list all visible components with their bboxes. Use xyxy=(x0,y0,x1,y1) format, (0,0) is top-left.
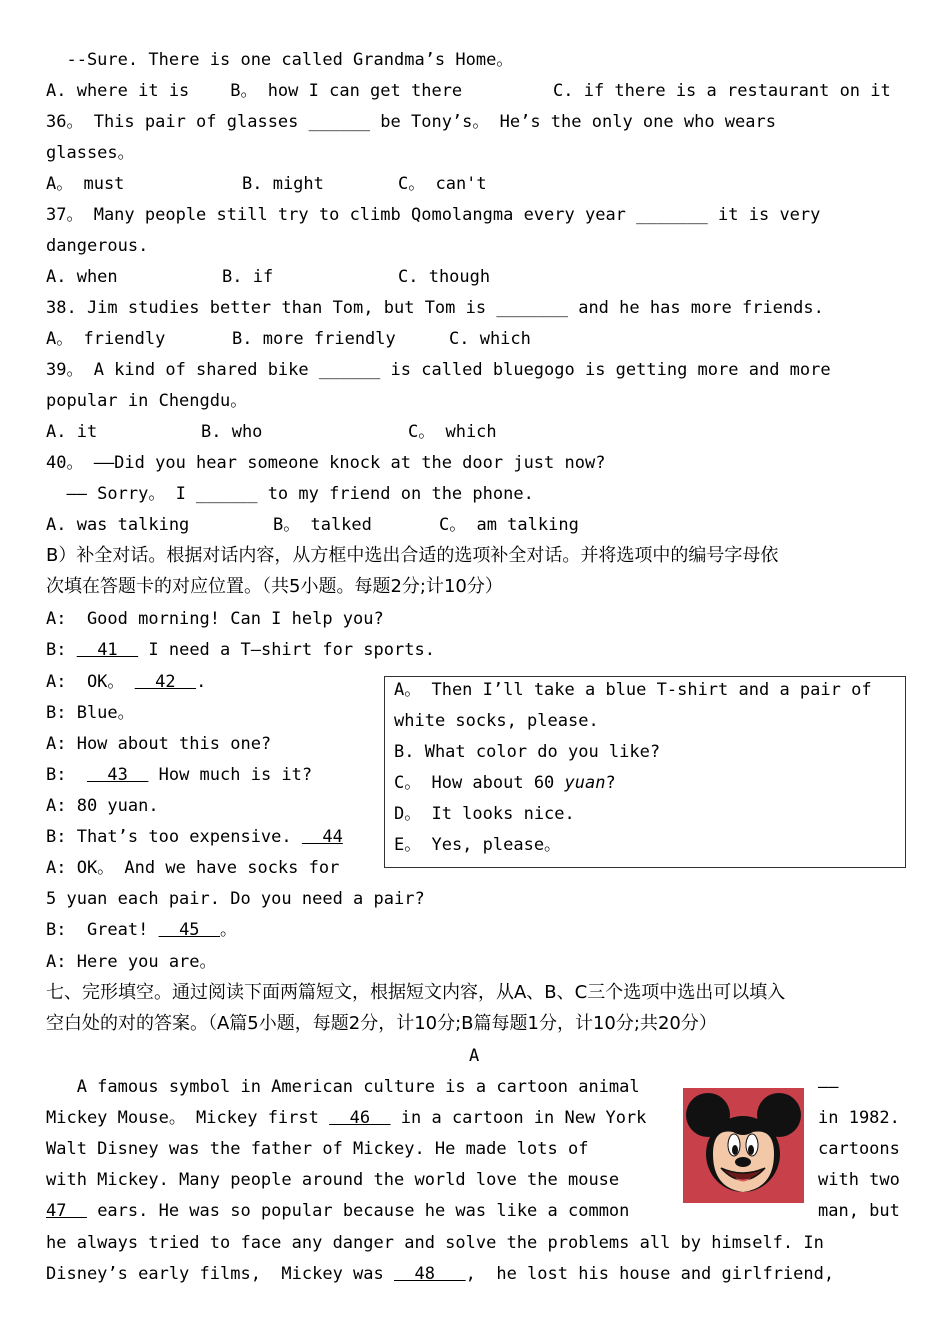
dialog-line: A: Here you are。 xyxy=(46,952,217,972)
dialog-line: A: OK。 42 . xyxy=(46,672,207,692)
dialog-line: B: 41 I need a T—shirt for sports. xyxy=(46,640,435,660)
q40-stem: 40。 ——Did you hear someone knock at the door just now? xyxy=(46,453,606,473)
dialog-line: A: How about this one? xyxy=(46,734,272,754)
q39-option-c: C。 which xyxy=(408,422,497,442)
q39-option-b: B. who xyxy=(201,422,263,442)
option-a: A。 Then I’ll take a blue T-shirt and a pair of xyxy=(394,680,872,700)
q37-option-a: A. when xyxy=(46,267,118,287)
q35-option-c: C. if there is a restaurant on it xyxy=(553,81,891,101)
q40-option-a: A. was talking xyxy=(46,515,190,535)
section-b-instructions: B）补全对话。根据对话内容，从方框中选出合适的选项补全对话。并将选项中的编号字母依 xyxy=(46,545,779,566)
blank-47[interactable]: 47 xyxy=(46,1201,87,1221)
dialog-line: B: 43 How much is it? xyxy=(46,765,313,785)
passage-line: he always tried to face any danger and solve the problems all by himself. In xyxy=(46,1233,824,1253)
passage-line: Disney’s early films, Mickey was 48 , he lost his house and girlfriend, xyxy=(46,1264,835,1284)
section-7-instructions: 七、完形填空。通过阅读下面两篇短文，根据短文内容，从A、B、C三个选项中选出可以填入 xyxy=(46,982,786,1003)
blank-44[interactable]: 44 xyxy=(301,827,343,847)
passage-line: —— xyxy=(818,1077,839,1097)
dialog-line: B: That’s too expensive. 44 xyxy=(46,827,343,847)
q37-stem-cont: dangerous. xyxy=(46,236,149,256)
q38-option-c: C. which xyxy=(449,329,531,349)
option-c: C。 How about 60 yuan? xyxy=(394,773,616,793)
q38-option-a: A。 friendly xyxy=(46,329,166,349)
passage-line: man, but xyxy=(818,1201,900,1221)
q38-stem: 38. Jim studies better than Tom, but Tom is _______ and he has more friends. xyxy=(46,298,824,318)
blank-43[interactable]: 43 xyxy=(86,765,149,785)
option-e: E。 Yes, please。 xyxy=(394,835,562,855)
q40-option-b: B。 talked xyxy=(273,515,372,535)
passage-line: 47 ears. He was so popular because he was like a common xyxy=(46,1201,630,1221)
q37-option-c: C. though xyxy=(398,267,491,287)
dialog-line: A: 80 yuan. xyxy=(46,796,159,816)
section-b-instructions-cont: 次填在答题卡的对应位置。（共5小题。每题2分;计10分） xyxy=(46,576,503,597)
q40-option-c: C。 am talking xyxy=(439,515,579,535)
blank-42[interactable]: 42 xyxy=(134,672,197,692)
blank-45[interactable]: 45 xyxy=(158,920,221,940)
option-b: B. What color do you like? xyxy=(394,742,661,762)
passage-line: Mickey Mouse。 Mickey first 46 in a cartoon in New York xyxy=(46,1108,647,1128)
blank-41[interactable]: 41 xyxy=(76,640,139,660)
passage-line: cartoons xyxy=(818,1139,900,1159)
mickey-mouse-image xyxy=(683,1088,804,1203)
passage-line: Walt Disney was the father of Mickey. He made lots of xyxy=(46,1139,589,1159)
passage-line: in 1982. xyxy=(818,1108,900,1128)
q39-stem-cont: popular in Chengdu。 xyxy=(46,391,248,411)
q38-option-b: B. more friendly xyxy=(232,329,396,349)
dialog-line: --Sure. There is one called Grandma’s Home。 xyxy=(46,50,514,70)
q36-stem-cont: glasses。 xyxy=(46,143,135,163)
q39-stem: 39。 A kind of shared bike ______ is called bluegogo is getting more and more xyxy=(46,360,831,380)
passage-title: A xyxy=(469,1046,480,1066)
dialog-line: A: Good morning! Can I help you? xyxy=(46,609,384,629)
q36-option-a: A。 must xyxy=(46,174,125,194)
passage-line: A famous symbol in American culture is a cartoon animal xyxy=(46,1077,640,1097)
section-7-instructions-cont: 空白处的对的答案。（A篇5小题，每题2分，计10分;B篇每题1分，计10分;共20分） xyxy=(46,1013,717,1034)
dialog-line: 5 yuan each pair. Do you need a pair? xyxy=(46,889,425,909)
q40-stem-cont: —— Sorry。 I ______ to my friend on the phone. xyxy=(46,484,534,504)
dialog-line: A: OK。 And we have socks for xyxy=(46,858,340,878)
passage-line: with two xyxy=(818,1170,900,1190)
q36-stem: 36。 This pair of glasses ______ be Tony’s。 He’s the only one who wears xyxy=(46,112,776,132)
dialog-line: B: Blue。 xyxy=(46,703,135,723)
q36-option-c: C。 can't xyxy=(398,174,487,194)
q36-option-b: B. might xyxy=(242,174,324,194)
passage-line: with Mickey. Many people around the world love the mouse xyxy=(46,1170,620,1190)
option-d: D。 It looks nice. xyxy=(394,804,575,824)
blank-48[interactable]: 48 xyxy=(394,1264,466,1284)
blank-46[interactable]: 46 xyxy=(329,1108,391,1128)
q37-stem: 37。 Many people still try to climb Qomolangma every year _______ it is very xyxy=(46,205,821,225)
q39-option-a: A. it xyxy=(46,422,98,442)
q35-options: A. where it is B。 how I can get there xyxy=(46,81,463,101)
q37-option-b: B. if xyxy=(222,267,274,287)
dialog-line: B: Great! 45 。 xyxy=(46,920,238,940)
option-a-cont: white socks, please. xyxy=(394,711,599,731)
